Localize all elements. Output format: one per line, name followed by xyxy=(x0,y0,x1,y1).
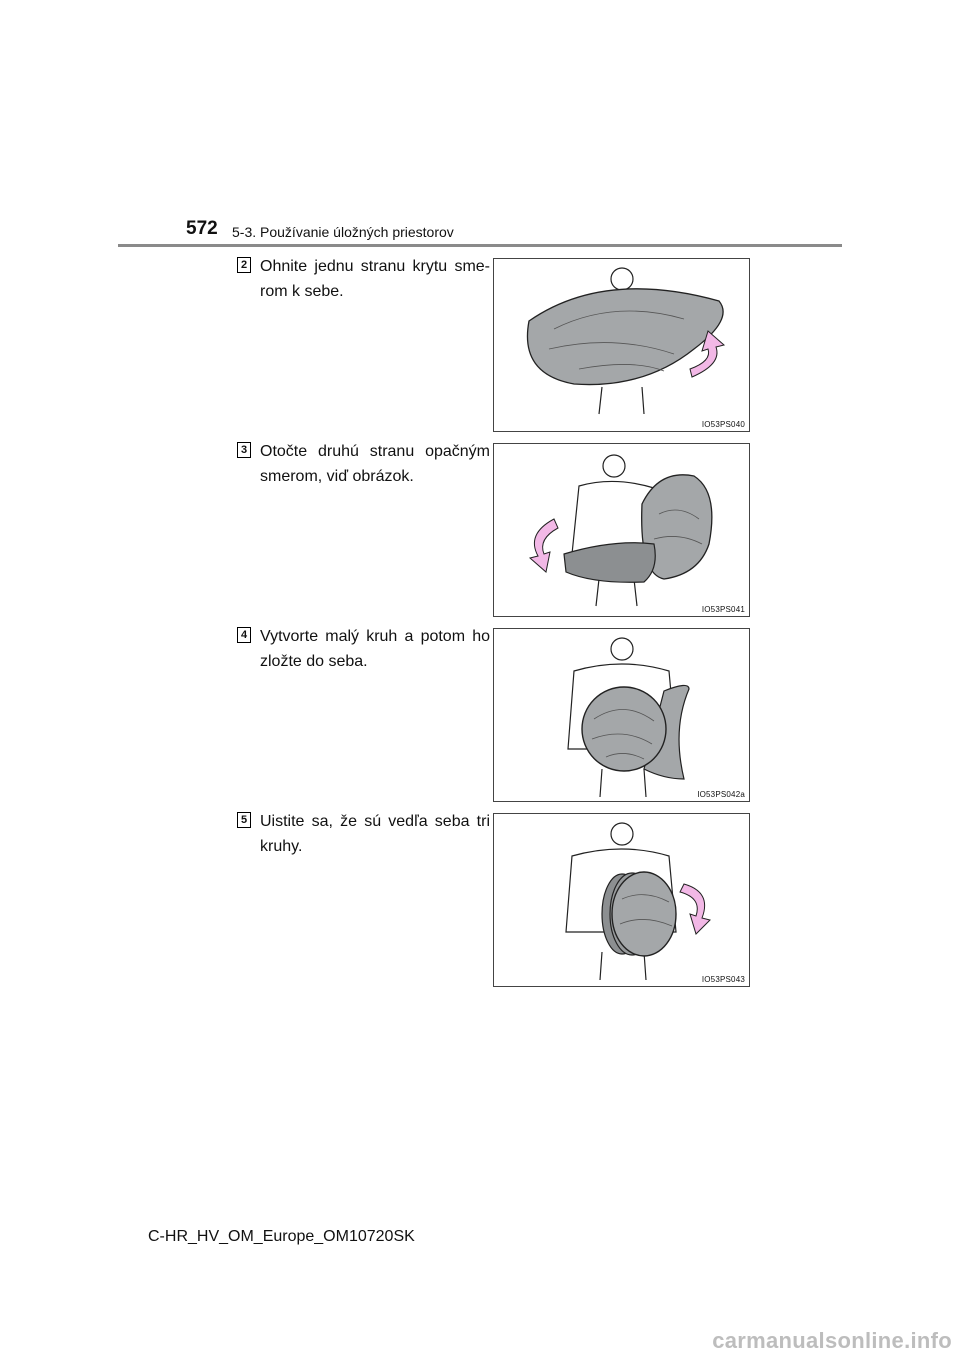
header-rule xyxy=(118,244,842,247)
step-number-badge: 2 xyxy=(237,257,251,273)
illustration-twisting-cover-icon xyxy=(494,444,749,616)
step-instruction: Otočte druhú stranu opačným smerom, viď obrázok. xyxy=(260,443,490,485)
illustration-three-circles-icon xyxy=(494,814,749,986)
step-number-badge: 5 xyxy=(237,812,251,828)
step-illustration xyxy=(493,628,750,802)
step-instruction: Vytvorte malý kruh a potom ho zložte do seba. xyxy=(260,628,490,670)
step-4 xyxy=(237,627,752,802)
watermark: carmanualsonline.info xyxy=(712,1328,952,1353)
step-illustration xyxy=(493,258,750,432)
step-instruction: Ohnite jednu stranu krytu sme- rom k sebe. xyxy=(260,258,490,300)
step-illustration xyxy=(493,813,750,987)
step-number-badge: 3 xyxy=(237,442,251,458)
figure-code: IO53PS043 xyxy=(701,975,745,984)
illustration-small-circle-icon xyxy=(494,629,749,801)
figure-code: IO53PS040 xyxy=(701,420,745,429)
step-number-badge: 4 xyxy=(237,627,251,643)
footer-document-id: C-HR_HV_OM_Europe_OM10720SK xyxy=(148,1228,415,1245)
step-2 xyxy=(237,257,752,432)
step-instruction: Uistite sa, že sú vedľa seba tri kruhy. xyxy=(260,813,490,855)
figure-code: IO53PS042a xyxy=(697,790,745,799)
page-number: 572 xyxy=(186,218,218,239)
step-3 xyxy=(237,442,752,617)
step-illustration xyxy=(493,443,750,617)
figure-code: IO53PS041 xyxy=(701,605,745,614)
illustration-folding-cover-edge-icon xyxy=(494,259,749,431)
section-title: 5-3. Používanie úložných priestorov xyxy=(232,224,454,240)
step-5 xyxy=(237,812,752,987)
